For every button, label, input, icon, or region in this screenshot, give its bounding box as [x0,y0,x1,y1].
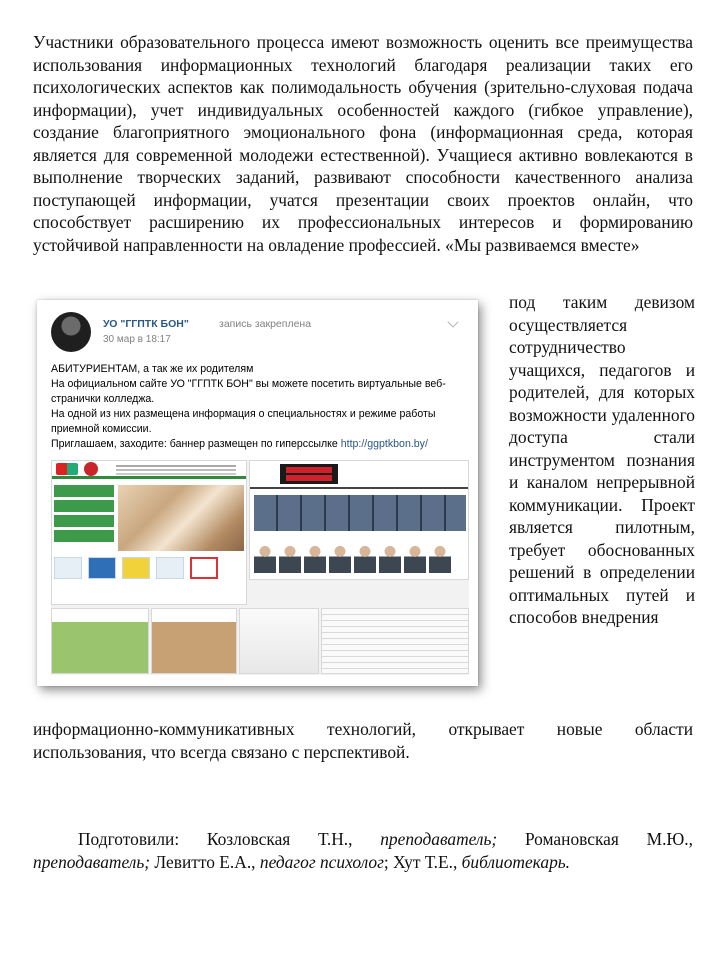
site-screenshot-main [51,460,247,605]
portrait [254,543,276,573]
credits-role: библиотекарь. [461,851,571,872]
banner-icon [190,557,218,579]
portrait [279,543,301,573]
site-banners [54,557,244,583]
banner-icon [156,557,184,579]
post-line: АБИТУРИЕНТАМ, а так же их родителям [51,363,254,375]
post-link: http://ggptkbon.by/ [340,438,428,450]
thumbnail [151,608,237,674]
portrait [329,543,351,573]
menu-item [54,500,114,512]
credits-name: Романовская М.Ю., [497,829,693,849]
banner-icon [88,557,116,579]
site-title [116,465,236,467]
credits-paragraph [33,828,693,873]
site-screenshot-college [249,460,469,580]
thumbnail [321,608,469,674]
hairdressing-photo [118,485,244,551]
portrait [404,543,426,573]
post-header [51,312,465,352]
post-date: 30 мар в 18:17 [103,334,171,345]
post-invite [51,437,471,452]
menu-item [54,485,114,497]
banner-icon [54,557,82,579]
credits-name: ; Хут Т.Е., [383,851,462,872]
portrait [429,543,451,573]
site-thumbnails [51,608,469,674]
side-paragraph: под таким девизом осуществляется сотрудничество учащихся, педагогов и родителей, для которых возможности удаленного доступа стали инструментом познания и каналом непрерывной коммуникации. Проект является пилотным, требует обоснованных решений в определении оптимальных путей и способов внедрения [509,292,695,627]
banner-icon [122,557,150,579]
intro-paragraph: Участники образовательного процесса имеют возможность оценить все преимущества использования информационных технологий благодаря реализации таких его психологических аспектов как полимодальность обучения (зрительно-слуховая подача информации), учет индивидуальных особенностей каждого (гибкое управление), создание благоприятного эмоционального фона (информационная среда, которая является для современной молодежи естественной). Учащиеся активно вовлекаются в выполнение творческих заданий, развивают способности качественного анализа поступающей информации, учатся презентации своих проектов онлайн, что способствует расширению их профессиональных интересов и формированию устойчивой направленности на овладение профессией. «Мы развиваемся вместе» [33,32,693,255]
post-line: На официальном сайте УО "ГГПТК БОН" вы можете посетить виртуальные веб-странички колледжа. [51,378,446,405]
post-author: УО "ГГПТК БОН" [103,318,189,330]
avatar [51,312,91,352]
credits-role: преподаватель; [33,851,151,872]
site-header [52,461,246,479]
continuation-paragraph: информационно-коммуникативных технологий, открывает новые области использования, что всегда связано с перспективой. [33,719,693,762]
chevron-down-icon [447,316,458,327]
portrait [304,543,326,573]
portrait [379,543,401,573]
menu-item [54,515,114,527]
menu-item [54,530,114,542]
credits-name: Левитто Е.А., [150,851,260,872]
vk-post-screenshot [37,300,478,686]
emblem-icon [84,462,98,476]
post-invite-text: Приглашаем, заходите: баннер размещен по гиперссылке [51,438,341,450]
video-conference-grid [254,495,466,531]
credits-lead: Подготовили: Козловская Т.Н., [78,829,381,849]
site-menu [54,485,114,545]
credits-role: преподаватель; [380,829,498,849]
credits-role: педагог психолог [259,851,384,872]
pinned-label: запись закреплена [219,318,312,330]
post-text [51,362,471,452]
staff-portraits [254,537,466,577]
thumbnail [51,608,149,674]
college-logo-text [286,467,332,473]
portrait [354,543,376,573]
college-brand-header [250,461,468,489]
thumbnail [239,608,319,674]
website-collage-image [51,460,469,675]
post-line: На одной из них размещена информация о специальностях и режиме работы приемной комиссии. [51,408,436,435]
logo-icon [56,463,78,475]
